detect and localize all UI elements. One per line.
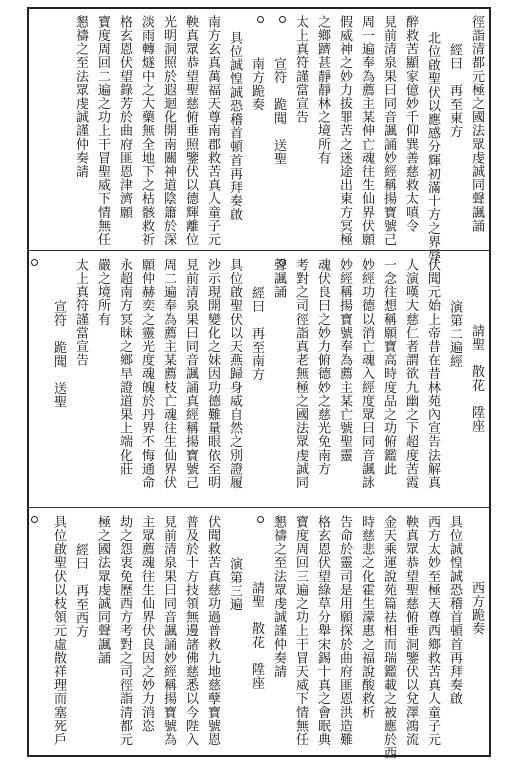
text-column: 見前清泉果曰同音諷誦妙經稱揚寶號為 [161, 515, 176, 747]
text-column: 周二遍奉為薦主某薦枝亡魂往生仙界伏 [161, 258, 176, 490]
text-column: 金天乘運說苑篇祛相而瑞鑑載之被應於西 [381, 515, 396, 760]
text-column: 主眾薦魂往生仙界伏良因之妙力消恣 [139, 515, 154, 733]
text-column: 具位啟聖伏以天燕歸身威自然之別證履 [227, 258, 242, 490]
text-column: 伏聞元始上帝昔在昔林苑內宣告法解真 [425, 258, 440, 490]
text-column: 之鄉躋甚靜靜林之境所有 [315, 15, 330, 165]
text-column: 寶度周回二遍之功上干冒聖威下情無任 [95, 15, 110, 247]
text-column: 徑詣清都元極之國法眾虔誠同聲諷誦 [469, 15, 484, 233]
text-column: 見前清泉果曰同音諷誦妙經稱揚寶號己 [381, 15, 396, 247]
text-column: 西方太妙至極天尊西鄉救苦真人童子元 [425, 515, 440, 747]
text-column: 嚴之境所有 [95, 258, 110, 326]
text-column: 演第三遍 [227, 557, 242, 612]
text-column: 寶度周回三遍之功上干冒天威下情無任 [293, 515, 308, 747]
text-column: 周一遍奉為薦主某伸亡魂往生仙界伏願 [359, 15, 374, 247]
text-column: 淡雨轉燧中之大藥無全地下之枯骸救祈 [139, 15, 154, 247]
text-column: 懇禱之至法眾虔誠謹仲奏請 [271, 515, 286, 679]
text-column: 格玄恩伏望綠草分舉宋錫十真之會眠典 [315, 515, 330, 747]
text-column: 宣符 跪聞 送聖 [271, 57, 286, 166]
text-column: 光明洞照於遐迴化開南關神道陰簫於深 [161, 15, 176, 247]
text-column: 魂伏良曰之妙力俯德妙之慈光免南方 [315, 258, 330, 476]
text-column: 聲諷誦 [271, 258, 286, 299]
text-column: 假威神之妙力拔罪苦之迷途出東方冥極 [337, 15, 352, 247]
text-column: 妙經功德以消亡魂入經度眾曰同音諷詠 [359, 258, 374, 490]
text-column: 太上真符謹當宣告 [293, 15, 308, 124]
text-column: 經曰 再至西方 [73, 543, 88, 639]
text-column: 劫之怨衷免歷西方考對之司徑詣清都元 [117, 515, 132, 747]
text-column: 懇禱之至法眾虔誠謹仲奏請 [73, 15, 88, 179]
text-column: 妙經稱揚寶號奉為薦主某亡號聖靈 [337, 258, 352, 462]
text-column: 一念往想稱願寶高時度品之功俯鑑此 [381, 258, 396, 476]
text-column: 鞅真眾恭望聖慈俯垂洞鑒伏以兌澤鴻流 [403, 515, 418, 747]
text-column: 演第二遍經 [447, 300, 462, 368]
text-column: 具位誠惶誠恐稽首頓首再拜奏啟 [227, 31, 242, 222]
panel-bottom [29, 509, 489, 760]
section-circle-mark [257, 516, 264, 523]
text-column: 考對之司徑詣真老無極之國法眾虔誠同 [293, 258, 308, 490]
panel-top [29, 9, 489, 263]
divider-upper [27, 250, 491, 251]
text-column: 人演嘆大慈仁者謂欲九幽之下超度苦霞 [403, 258, 418, 490]
text-column: 請聖 散花 陞座 [469, 324, 484, 433]
text-column: 具位誠惶誠恐稽首頓首再拜奏啟 [447, 515, 462, 706]
text-column: 具位啟聖伏以枝領元虛散祥理而塞死戶 [51, 515, 66, 747]
text-column: 經曰 再至東方 [447, 43, 462, 139]
section-circle-mark [31, 516, 38, 523]
text-column: 太上真符謹當宣告 [73, 258, 88, 367]
text-column: 鞅真眾恭望聖慈俯垂照鑒伏以德輝離位 [183, 15, 198, 247]
text-column: 見前清泉果曰同音諷誦真經稱揚寶號己 [183, 258, 198, 490]
text-column: 請聖 散花 陞座 [249, 581, 264, 690]
divider-lower [27, 507, 491, 508]
panel-middle [29, 252, 489, 506]
text-column: 格玄恩伏望錄芳於曲府匪恩津濟願 [117, 15, 132, 219]
section-circle-mark [31, 259, 38, 266]
text-column: 願仲赫奕之靈光度魂魄於丹界不悔通命 [139, 258, 154, 490]
section-circle-mark [257, 16, 264, 23]
text-column: 沙示現開變化之妹因功德難量眼依至明 [205, 258, 220, 490]
text-column: 極之國法眾虔誠同聲諷誦 [95, 515, 110, 665]
text-column: 南方跪奏 [249, 57, 264, 112]
text-column: 伏聞救苦真慈功過普救九地慈孽寶號恩 [205, 515, 220, 747]
text-column: 經曰 再至南方 [249, 286, 264, 382]
text-column: 時慈悲之化霍生濛惠之福說酸救析 [359, 515, 374, 719]
text-column: 西方跪奏 [469, 581, 484, 636]
text-column: 告命於靈司是用願探於曲府匪恩洪造難 [337, 515, 352, 747]
section-circle-mark [279, 259, 286, 266]
text-column: 宣符 跪聞 送聖 [51, 300, 66, 409]
text-column: 南方玄真萬福天尊南郡救苦真人童子元 [205, 15, 220, 247]
text-column: 北位啟聖伏以應感分輝初滿十方之界辱 [425, 31, 440, 263]
section-circle-mark [279, 16, 286, 23]
text-column: 普及於十方技領無邊諸佛慈悉以今陛入 [183, 515, 198, 747]
text-column: 永超南方冥昧之鄉早證道果上端化莊 [117, 258, 132, 476]
text-column: 醉救苦顯家億妙千仰巽善慈救太嗔令 [403, 15, 418, 233]
